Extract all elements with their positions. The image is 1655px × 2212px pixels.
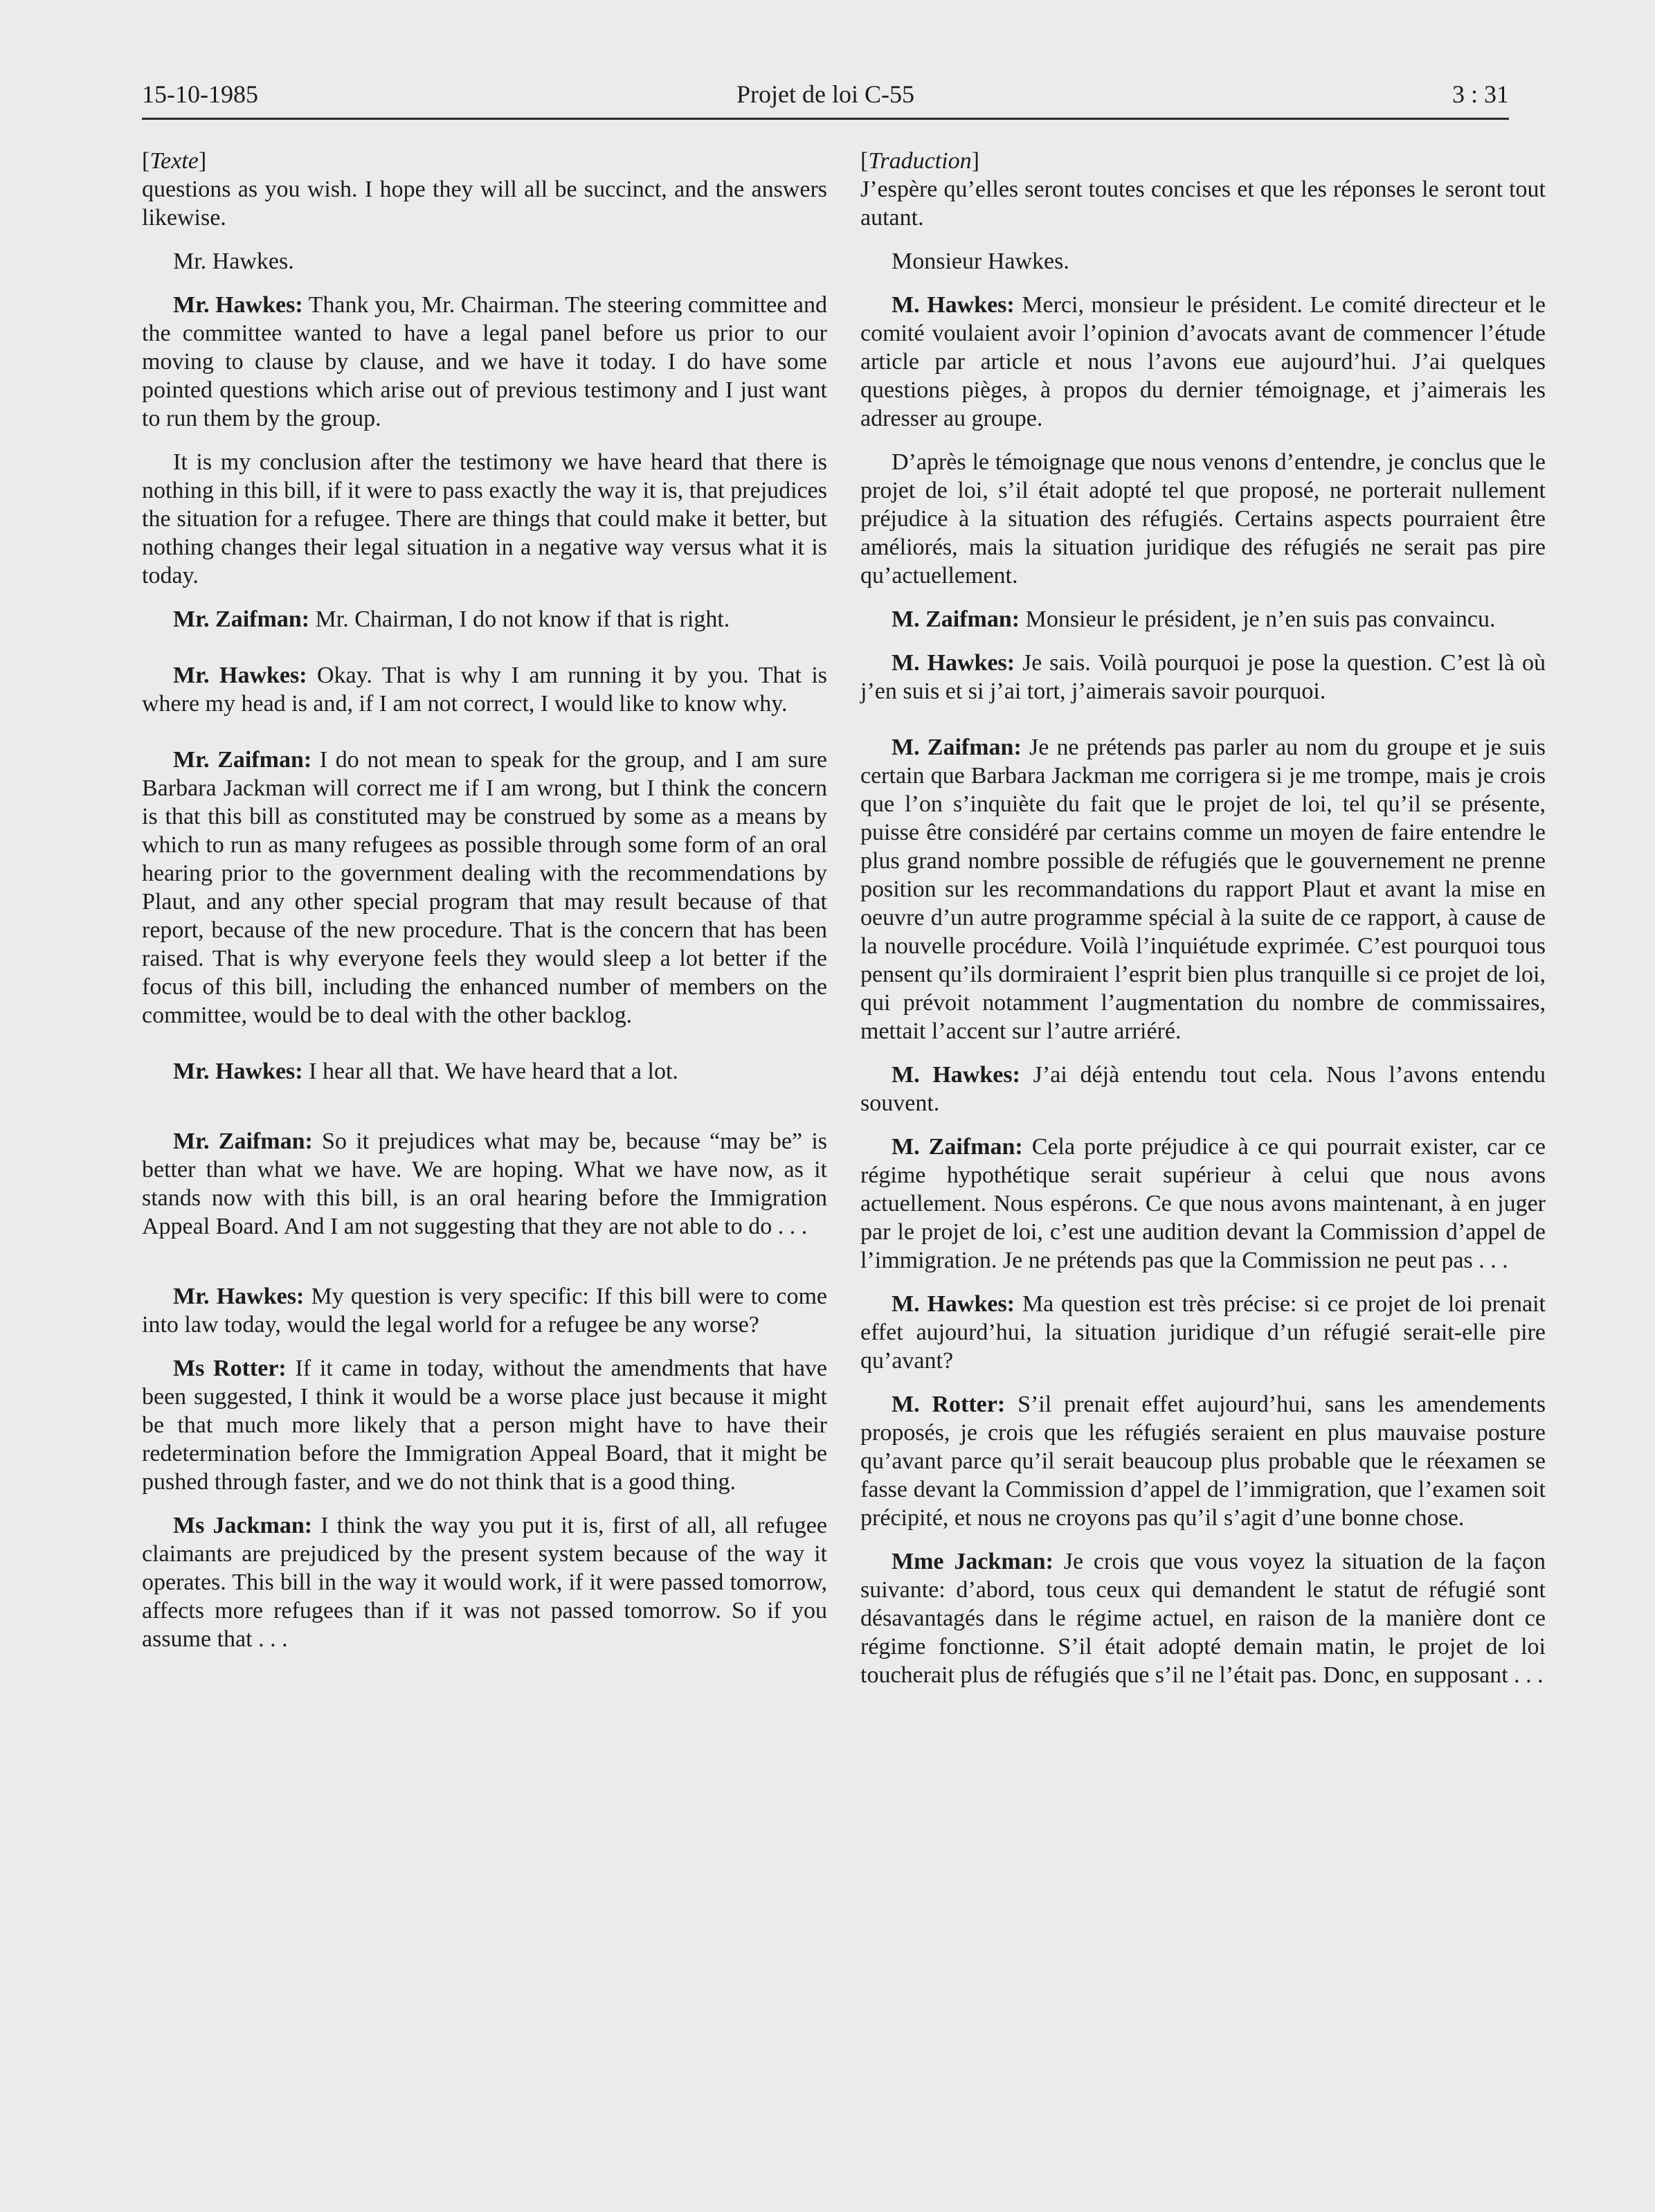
paragraph: Mr. Hawkes: I hear all that. We have heard that a lot. <box>173 1059 678 1084</box>
paragraph: M. Zaifman: Je ne prétends pas parler au nom du groupe et je suis certain que Barbara Jackman me corrigera si je me trompe, mais je crois que l’on s’inquiète du fait que le projet de loi, tel qu’il se présente, puisse être considéré par certains comme un moyen de faire entendre le plus grand nombre possible de réfugiés que le gouvernement ne prenne position sur les recommandations du rapport Plaut et avant la mise en oeuvre d’un autre programme spécial à la suite de ce rapport, à cause de la nouvelle procédure. Voilà l’inquiétude exprimée. C’est pourquoi tous pensent qu’ils dormiraient l’esprit bien plus tranquille si ce projet de loi, qui prévoit notamment l’augmentation du nombre de commissaires, mettait l’accent sur l’autre arriéré. <box>860 735 1546 1044</box>
paragraph: M. Hawkes: Ma question est très précise: si ce projet de loi prenait effet aujourd’hui, la situation juridique d’un réfugié serait-elle pire qu’avant? <box>860 1291 1546 1374</box>
paragraph: questions as you wish. I hope they will all be succinct, and the answers likewise. <box>142 177 827 231</box>
paragraph: Mr. Hawkes. <box>173 249 294 274</box>
paragraph: Mr. Zaifman: So it prejudices what may be, because “may be” is better than what we have. We are hoping. What we have now, as it stands now with this bill, is an oral hearing before the Immigration Appeal Board. And I am not suggesting that they are not able to do . . . <box>142 1129 828 1239</box>
paragraph: Ms Rotter: If it came in today, without the amendments that have been suggested, I think it would be a worse place just because it might be that much more likely that a person might have to have their redetermination before the Immigration Appeal Board, that it might be pushed through faster, and we do not think that is a good thing. <box>142 1356 828 1495</box>
paragraph: M. Zaifman: Monsieur le président, je n’en suis pas convaincu. <box>892 606 1496 632</box>
paragraph: M. Hawkes: J’ai déjà entendu tout cela. Nous l’avons entendu souvent. <box>860 1062 1546 1116</box>
page-header <box>142 75 1509 120</box>
paragraph: Mr. Hawkes: Thank you, Mr. Chairman. The steering committee and the committee wanted to have a legal panel before us prior to our moving to clause by clause, and we have it today. I do have some pointed questions which arise out of previous testimony and I just want to run them by the group. <box>142 292 827 431</box>
header-title: Projet de loi C-55 <box>736 80 914 108</box>
paragraph: Mr. Zaifman: I do not mean to speak for the group, and I am sure Barbara Jackman will correct me if I am wrong, but I think the concern is that this bill as constituted may be construed by some as a means by which to run as many refugees as possible through some form of an oral hearing prior to the government dealing with the recommendations by Plaut, and any other special program that may result because of that report, because of the new procedure. That is the concern that has been raised. That is why everyone feels they would sleep a lot better if the focus of this bill, including the enhanced number of members on the committee, would be to deal with the other backlog. <box>142 747 828 1028</box>
paragraph: M. Rotter: S’il prenait effet aujourd’hui, sans les amendements proposés, je crois que les réfugiés seraient en plus mauvaise posture qu’avant parce qu’il serait beaucoup plus probable que le réexamen se fasse devant la Commission d’appel de l’immigration, que l’examen soit précipité, et nous ne croyons pas qu’il s’agit d’une bonne chose. <box>860 1392 1546 1531</box>
french-column <box>860 147 1546 1705</box>
header-page-number: 3 : 31 <box>1451 80 1509 108</box>
paragraph: Mr. Zaifman: Mr. Chairman, I do not know if that is right. <box>173 606 730 632</box>
paragraph: It is my conclusion after the testimony we have heard that there is nothing in this bill, if it were to pass exactly the way it is, that prejudices the situation for a refugee. There are things that could make it better, but nothing changes their legal situation in a negative way versus what it is today. <box>142 449 827 588</box>
paragraph: Mme Jackman: Je crois que vous voyez la situation de la façon suivante: d’abord, tous ceux qui demandent le statut de réfugié sont désavantagés dans le régime actuel, en raison de la manière dont ce régime fonctionne. S’il était adopté demain matin, le projet de loi toucherait plus de réfugiés que s’il ne l’était pas. Donc, en supposant . . . <box>860 1549 1546 1688</box>
english-column <box>142 147 827 1669</box>
paragraph: M. Hawkes: Je sais. Voilà pourquoi je pose la question. C’est là où j’en suis et si j’ai tort, j’aimerais savoir pourquoi. <box>860 650 1546 704</box>
paragraph: M. Hawkes: Merci, monsieur le président. Le comité directeur et le comité voulaient avoir l’opinion d’avocats avant de commencer l’étude article par article et nous l’avons eue aujourd’hui. J’ai quelques questions pièges, à propos du dernier témoignage, et j’aimerais les adresser au groupe. <box>860 292 1546 431</box>
header-date: 15-10-1985 <box>142 80 258 108</box>
paragraph: Ms Jackman: I think the way you put it is, first of all, all refugee claimants are prejudiced by the present system because of the way it operates. This bill in the way it would work, if it were passed tomorrow, affects more refugees than if it was not passed tomorrow. So if you assume that . . . <box>142 1513 827 1652</box>
paragraph: J’espère qu’elles seront toutes concises et que les réponses le seront tout autant. <box>860 177 1546 231</box>
column-label-texte: [Texte] <box>142 148 207 174</box>
paragraph: D’après le témoignage que nous venons d’entendre, je conclus que le projet de loi, s’il était adopté tel que proposé, ne porterait nullement préjudice à la situation des réfugiés. Certains aspects pourraient être améliorés, mais la situation juridique des réfugiés ne serait pas pire qu’actuellement. <box>860 449 1546 588</box>
column-label-traduction: [Traduction] <box>860 148 979 174</box>
paragraph: Monsieur Hawkes. <box>892 249 1069 274</box>
paragraph: Mr. Hawkes: Okay. That is why I am running it by you. That is where my head is and, if I am not correct, I would like to know why. <box>142 663 828 717</box>
paragraph: Mr. Hawkes: My question is very specific: If this bill were to come into law today, would the legal world for a refugee be any worse? <box>142 1284 827 1338</box>
paragraph: M. Zaifman: Cela porte préjudice à ce qui pourrait exister, car ce régime hypothétique serait supérieur à celui que nous avons actuellement. Nous espérons. Ce que nous avons maintenant, à en juger par le projet de loi, c’est une audition devant la Commission d’appel de l’immigration. Je ne prétends pas que la Commission ne peut pas . . . <box>860 1134 1546 1273</box>
